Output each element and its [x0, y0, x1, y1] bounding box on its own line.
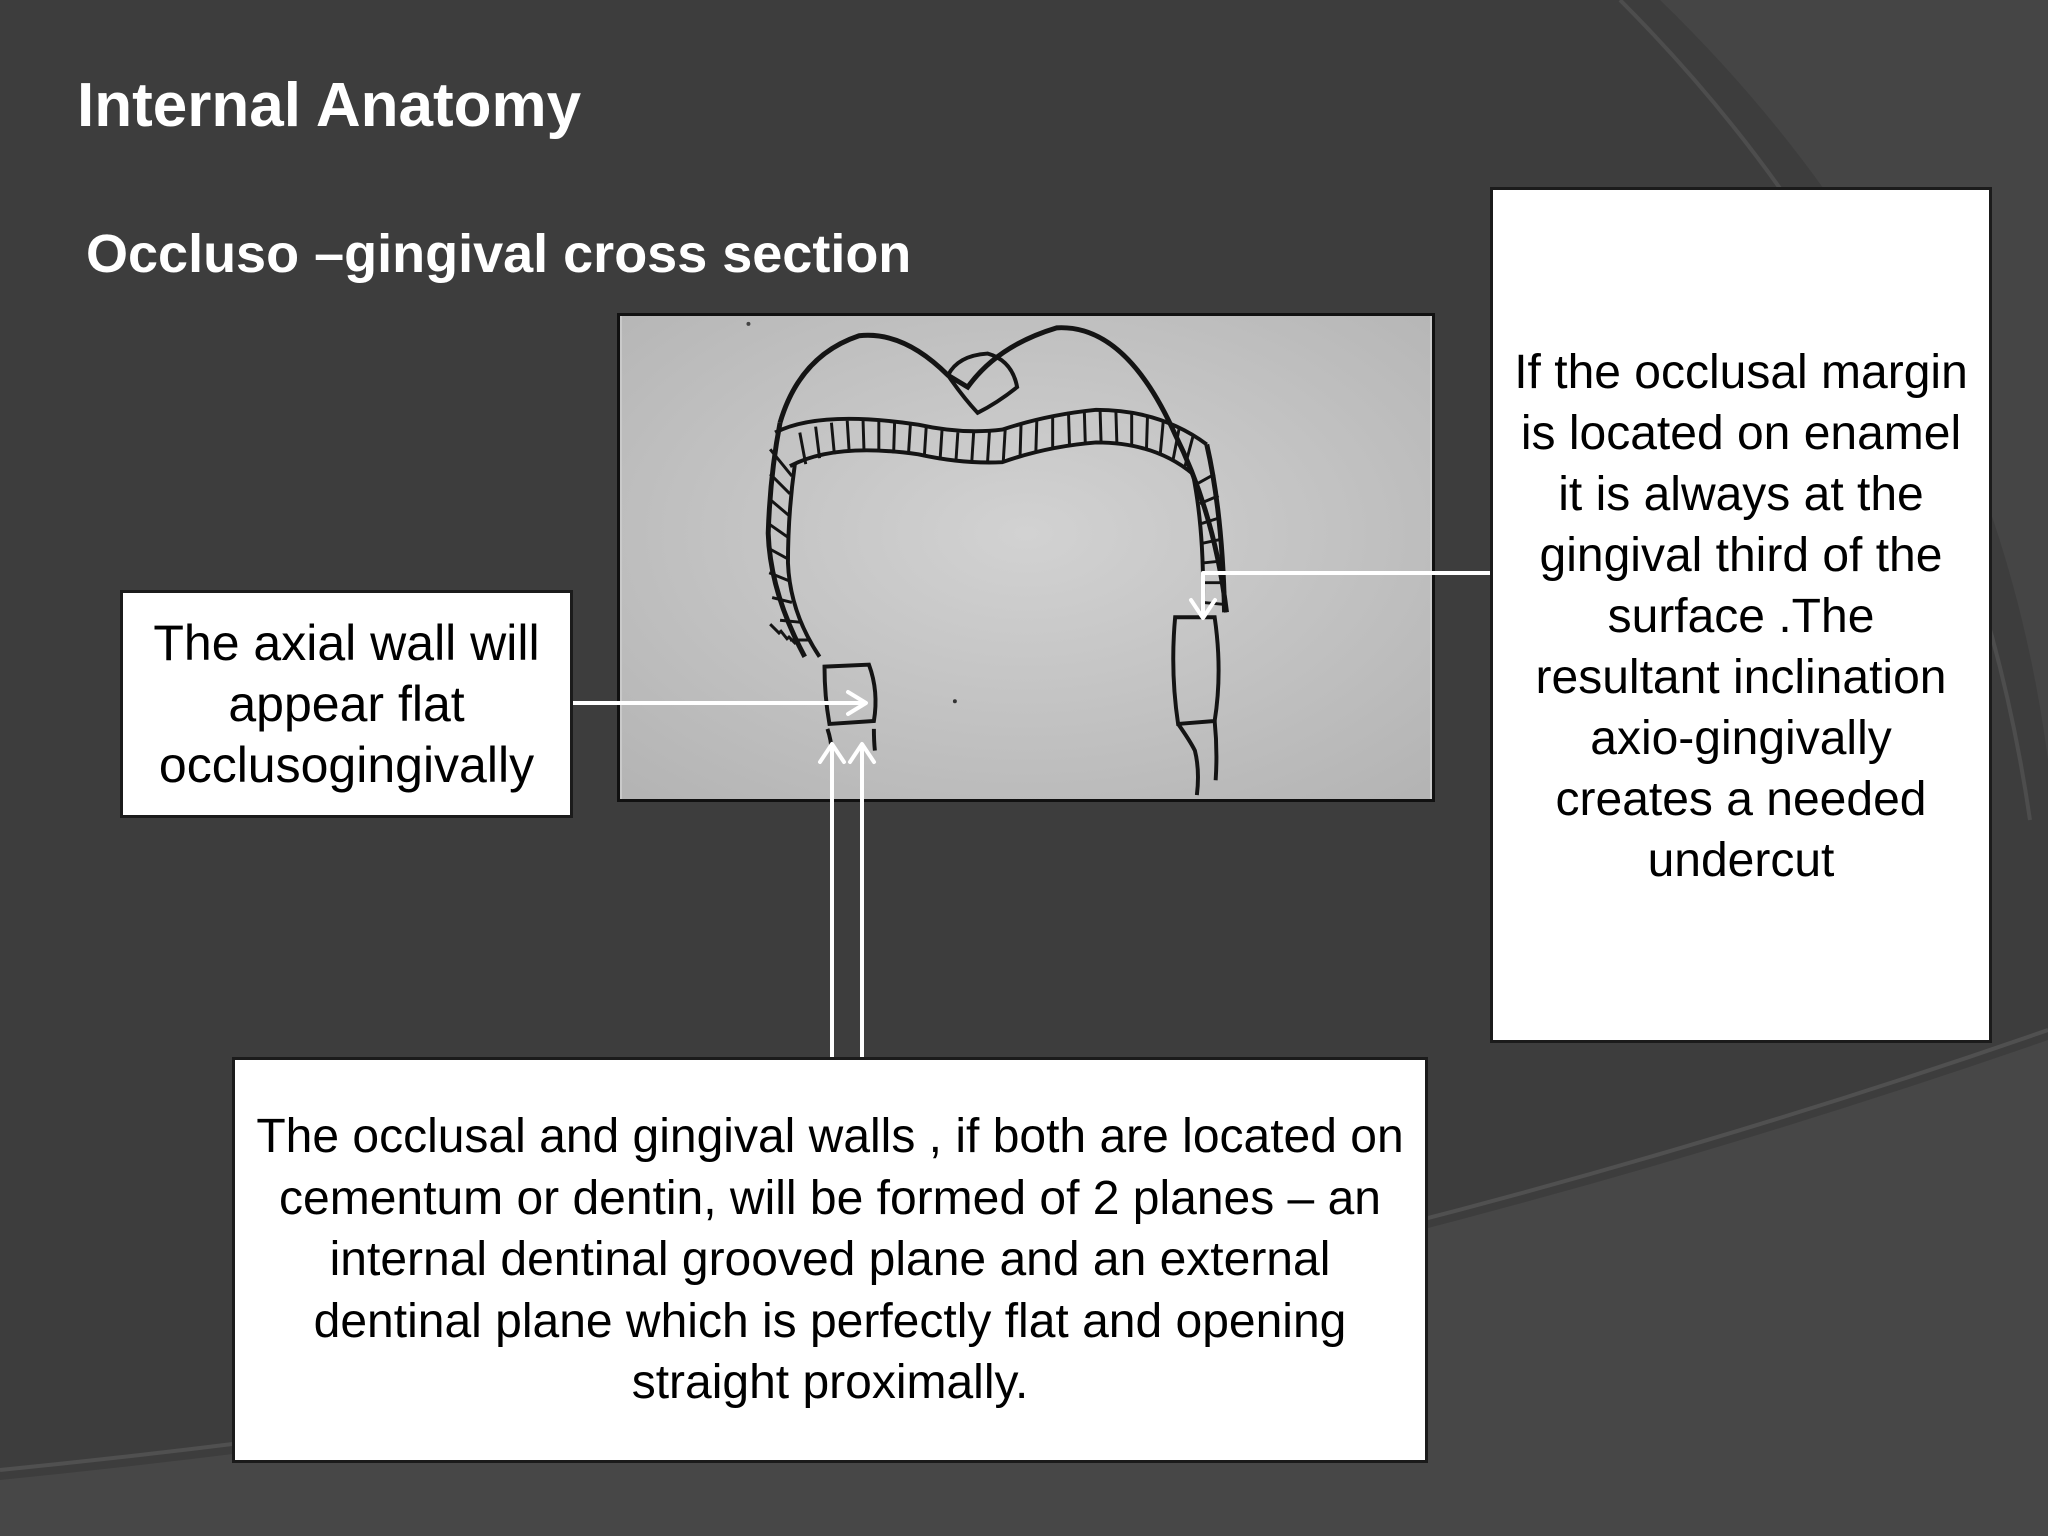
- slide-subtitle: Occluso –gingival cross section: [86, 224, 912, 284]
- callout-axial-wall: [120, 590, 573, 818]
- callout-occlusal-margin-text: If the occlusal margin is located on enamel it is always at the gingival third of the surface .The resultant inclination axio-gingivally creates a needed undercut: [1514, 346, 1968, 887]
- slide-title: Internal Anatomy: [77, 71, 582, 140]
- callout-walls-planes-text: The occlusal and gingival walls , if both are located on cementum or dentin, will be formed of 2 planes – an internal dentinal grooved plane and an external dentinal plane which is perfectly flat and opening straight proximally.: [256, 1110, 1404, 1410]
- tooth-cross-section-figure: [617, 313, 1435, 802]
- callout-axial-wall-text: The axial wall will appear flat occlusogingivally: [153, 614, 540, 793]
- callout-walls-planes: [232, 1057, 1428, 1463]
- callout-occlusal-margin: [1490, 187, 1992, 1043]
- tooth-cross-section-drawing: [620, 316, 1432, 799]
